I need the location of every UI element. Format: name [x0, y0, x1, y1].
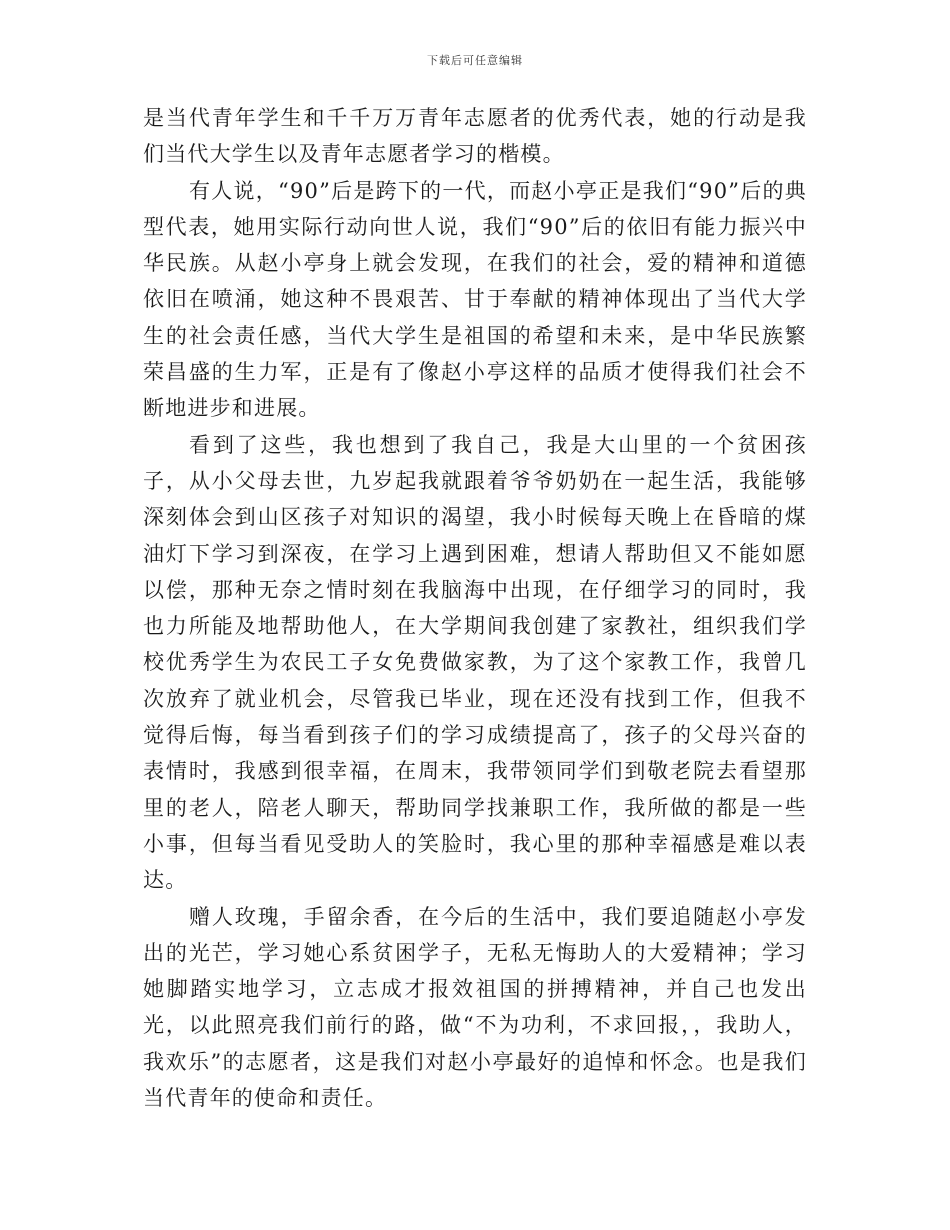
paragraph-2: 有人说，“90”后是跨下的一代，而赵小亭正是我们“90”后的典型代表，她用实际行动向世人说，我们“90”后的依旧有能力振兴中华民族。从赵小亭身上就会发现，在我们的社会，爱的精神和道德依旧在喷涌，她这种不畏艰苦、甘于奉献的精神体现出了当代大学生的社会责任感，当代大学生是祖国的希望和未来，是中华民族繁荣昌盛的生力军，正是有了像赵小亭这样的品质才使得我们社会不断地进步和进展。: [143, 178, 807, 421]
paragraph-3: 看到了这些，我也想到了我自己，我是大山里的一个贫困孩子，从小父母去世，九岁起我就跟着爷爷奶奶在一起生活，我能够深刻体会到山区孩子对知识的渴望，我小时候每天晚上在昏暗的煤油灯下学习到深夜，在学习上遇到困难，想请人帮助但又不能如愿以偿，那种无奈之情时刻在我脑海中出现，在仔细学习的同时，我也力所能及地帮助他人，在大学期间我创建了家教社，组织我们学校优秀学生为农民工子女免费做家教，为了这个家教工作，我曾几次放弃了就业机会，尽管我已毕业，现在还没有找到工作，但我不觉得后悔，每当看到孩子们的学习成绩提高了，孩子的父母兴奋的表情时，我感到很幸福，在周末，我带领同学们到敬老院去看望那里的老人，陪老人聊天，帮助同学找兼职工作，我所做的都是一些小事，但每当看见受助人的笑脸时，我心里的那种幸福感是难以表达。: [143, 432, 807, 893]
page-header: 下载后可任意编辑: [427, 54, 523, 67]
document-body: [143, 100, 807, 1116]
paragraph-4: 赠人玫瑰，手留余香，在今后的生活中，我们要追随赵小亭发出的光芒，学习她心系贫困学子，无私无悔助人的大爱精神；学习她脚踏实地学习，立志成才报效祖国的拼搏精神，并自己也发出光，以此照亮我们前行的路，做“不为功利，不求回报，，我助人，我欢乐”的志愿者，这是我们对赵小亭最好的追悼和怀念。也是我们当代青年的使命和责任。: [143, 904, 807, 1111]
paragraph-1: 是当代青年学生和千千万万青年志愿者的优秀代表，她的行动是我们当代大学生以及青年志愿者学习的楷模。: [143, 106, 807, 167]
